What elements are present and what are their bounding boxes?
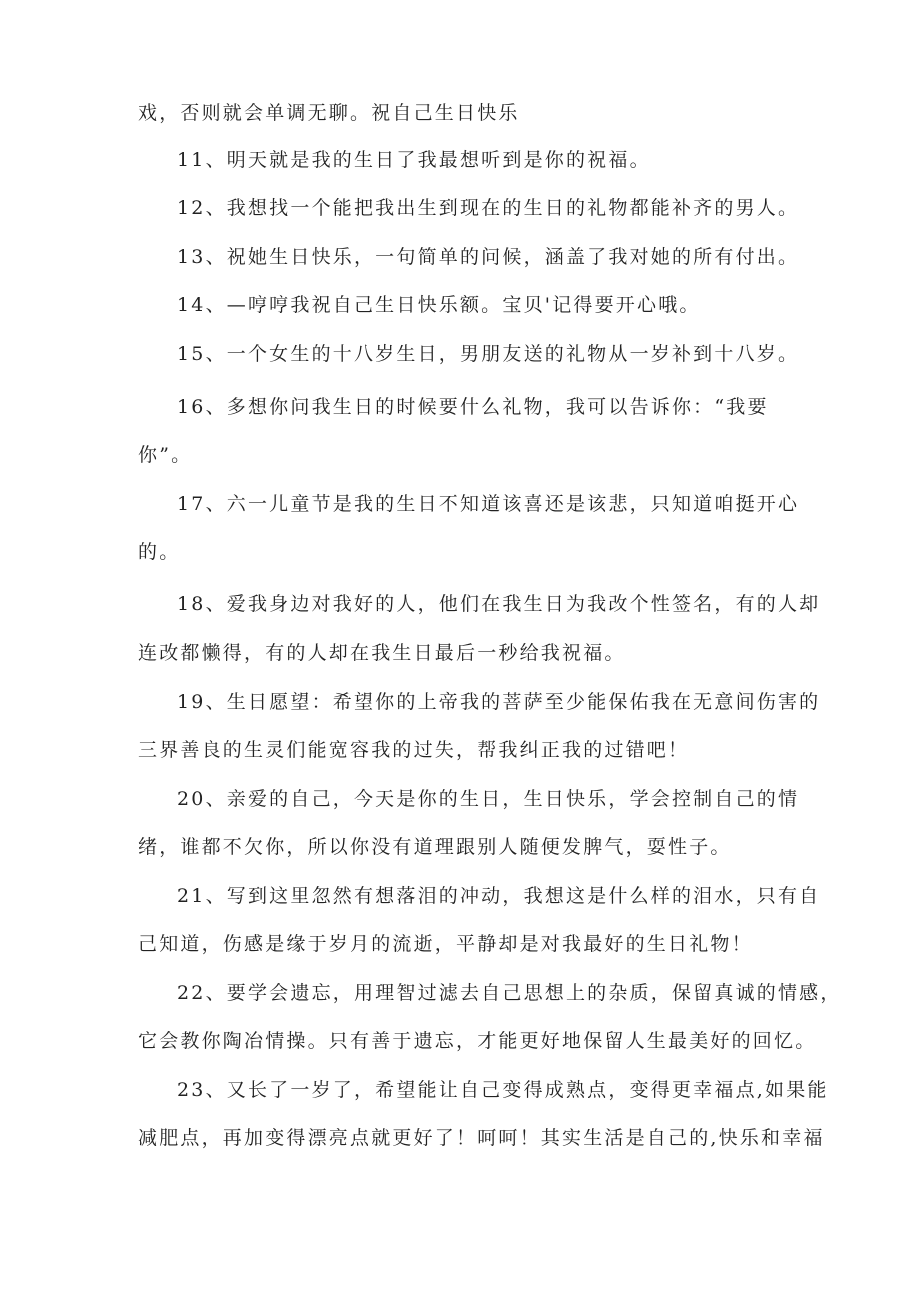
list-item-21-continued: 己知道，伤感是缘于岁月的流逝，平静却是对我最好的生日礼物！ bbox=[138, 933, 753, 955]
list-item-17-continued: 的。 bbox=[138, 541, 181, 563]
text-line-continuation: 戏，否则就会单调无聊。祝自己生日快乐 bbox=[138, 102, 520, 124]
list-item-18: 18、爱我身边对我好的人，他们在我生日为我改个性签名，有的人却 bbox=[177, 593, 821, 615]
list-item-17: 17、六一儿童节是我的生日不知道该喜还是该悲，只知道咱挺开心 bbox=[177, 493, 800, 515]
list-item-16-continued: 你”。 bbox=[138, 444, 193, 466]
list-item-13: 13、祝她生日快乐，一句简单的问候，涵盖了我对她的所有付出。 bbox=[177, 246, 800, 268]
list-item-22-continued: 它会教你陶冶情操。只有善于遗忘，才能更好地保留人生最美好的回忆。 bbox=[138, 1030, 817, 1052]
list-item-19: 19、生日愿望：希望你的上帝我的菩萨至少能保佑我在无意间伤害的 bbox=[177, 691, 821, 713]
list-item-18-continued: 连改都懒得，有的人却在我生日最后一秒给我祝福。 bbox=[138, 642, 626, 664]
list-item-14: 14、—哼哼我祝自己生日快乐额。宝贝'记得要开心哦。 bbox=[177, 294, 701, 316]
list-item-20: 20、亲爱的自己，今天是你的生日，生日快乐，学会控制自己的情 bbox=[177, 788, 800, 810]
list-item-23: 23、又长了一岁了，希望能让自己变得成熟点，变得更幸福点,如果能 bbox=[177, 1079, 829, 1101]
list-item-16: 16、多想你问我生日的时候要什么礼物，我可以告诉你：“我要 bbox=[177, 396, 769, 418]
list-item-19-continued: 三界善良的生灵们能宽容我的过失，帮我纠正我的过错吧！ bbox=[138, 739, 690, 761]
list-item-11: 11、明天就是我的生日了我最想听到是你的祝福。 bbox=[177, 149, 651, 171]
list-item-22: 22、要学会遗忘，用理智过滤去自己思想上的杂质，保留真诚的情感， bbox=[177, 982, 842, 1004]
list-item-12: 12、我想找一个能把我出生到现在的生日的礼物都能补齐的男人。 bbox=[177, 197, 800, 219]
list-item-15: 15、一个女生的十八岁生日，男朋友送的礼物从一岁补到十八岁。 bbox=[177, 343, 800, 365]
list-item-23-continued: 减肥点，再加变得漂亮点就更好了！呵呵！其实生活是自己的,快乐和幸福 bbox=[138, 1127, 825, 1149]
list-item-20-continued: 绪，谁都不欠你，所以你没有道理跟别人随便发脾气，耍性子。 bbox=[138, 836, 732, 858]
list-item-21: 21、写到这里忽然有想落泪的冲动，我想这是什么样的泪水，只有自 bbox=[177, 885, 821, 907]
